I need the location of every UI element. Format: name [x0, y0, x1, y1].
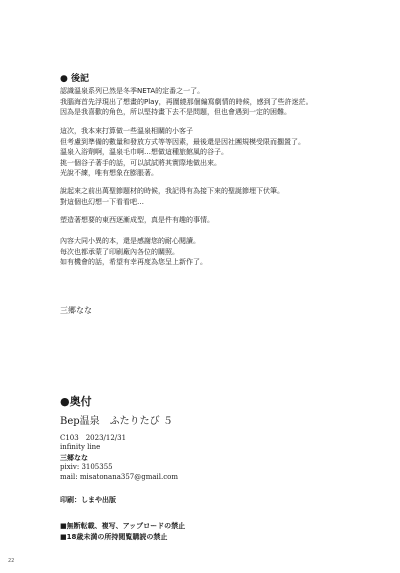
- text-line: 內容大同小異的本，還是感謝您的耐心閱讀。: [60, 237, 200, 245]
- text-line: 塑造著想要的東西逐漸成型，真是件有趣的事情。: [60, 216, 214, 224]
- event-date: C103 2023/12/31: [60, 434, 127, 442]
- afterword-paragraph-4: [60, 215, 214, 226]
- afterword-paragraph-3: [60, 186, 284, 207]
- afterword-paragraph-5: [60, 236, 207, 268]
- text-line: 因為是我喜歡的角色，所以堅持畫下去不是問題，但也會遇到一定的困難。: [60, 108, 291, 116]
- text-line: 我腦海首先浮現出了想畫的Play，再圍繞那個編寫劇情的時候，感到了些許迷茫。: [60, 97, 313, 106]
- pixiv-id: pixiv: 3105355: [60, 463, 113, 471]
- notice-reproduction: ■無断転載、複写、アップロードの禁止: [60, 522, 186, 530]
- afterword-heading: ● 後記: [60, 74, 89, 84]
- text-line: 如有機會的話，希望有幸再度為您呈上新作了。: [60, 258, 207, 266]
- page-number: 22: [8, 558, 15, 564]
- text-line: 說起來之前出萬聖節題材的時候，我記得有為接下來的聖誕節埋下伏筆。: [60, 187, 284, 195]
- text-line: 溫泉入浴劑啊，溫泉毛巾啊…想做這種旅館風的谷子。: [60, 148, 228, 156]
- circle-name: infinity line: [60, 443, 101, 451]
- afterword-paragraph-1: [60, 86, 313, 118]
- book-title: Bep温泉 ふたりたび ５: [60, 416, 173, 427]
- afterword-signature: 三郷なな: [60, 306, 92, 315]
- text-line: 認識溫泉系列已然是冬季NETA的定番之一了。: [60, 87, 205, 95]
- printer-name: 印刷：しまや出版: [60, 496, 116, 504]
- text-line: 這次，我本來打算做一些溫泉相關的小客子: [60, 127, 193, 135]
- afterword-paragraph-2: [60, 126, 305, 179]
- author-name: 三郷なな: [60, 454, 88, 462]
- mail-address: mail: misatonana357@gmail.com: [60, 473, 179, 481]
- text-line: 光說不練，唯有想象在膨脹著。: [60, 169, 158, 177]
- text-line: 挑一個谷子著手的話，可以試試將其實際地做出來。: [60, 158, 221, 167]
- text-line: 每次也都承蒙了印刷廠內各位的關照。: [60, 247, 179, 256]
- text-line: 但考慮到準備的數量和發放方式等等因素，最後還是因社團規模受限而擱置了。: [60, 137, 305, 146]
- colophon-heading: ●奥付: [60, 395, 92, 408]
- text-line: 對這個也幻想一下看看吧…: [60, 197, 144, 206]
- notice-age-restriction: ■18歳未満の所持閲覧購読の禁止: [60, 533, 168, 541]
